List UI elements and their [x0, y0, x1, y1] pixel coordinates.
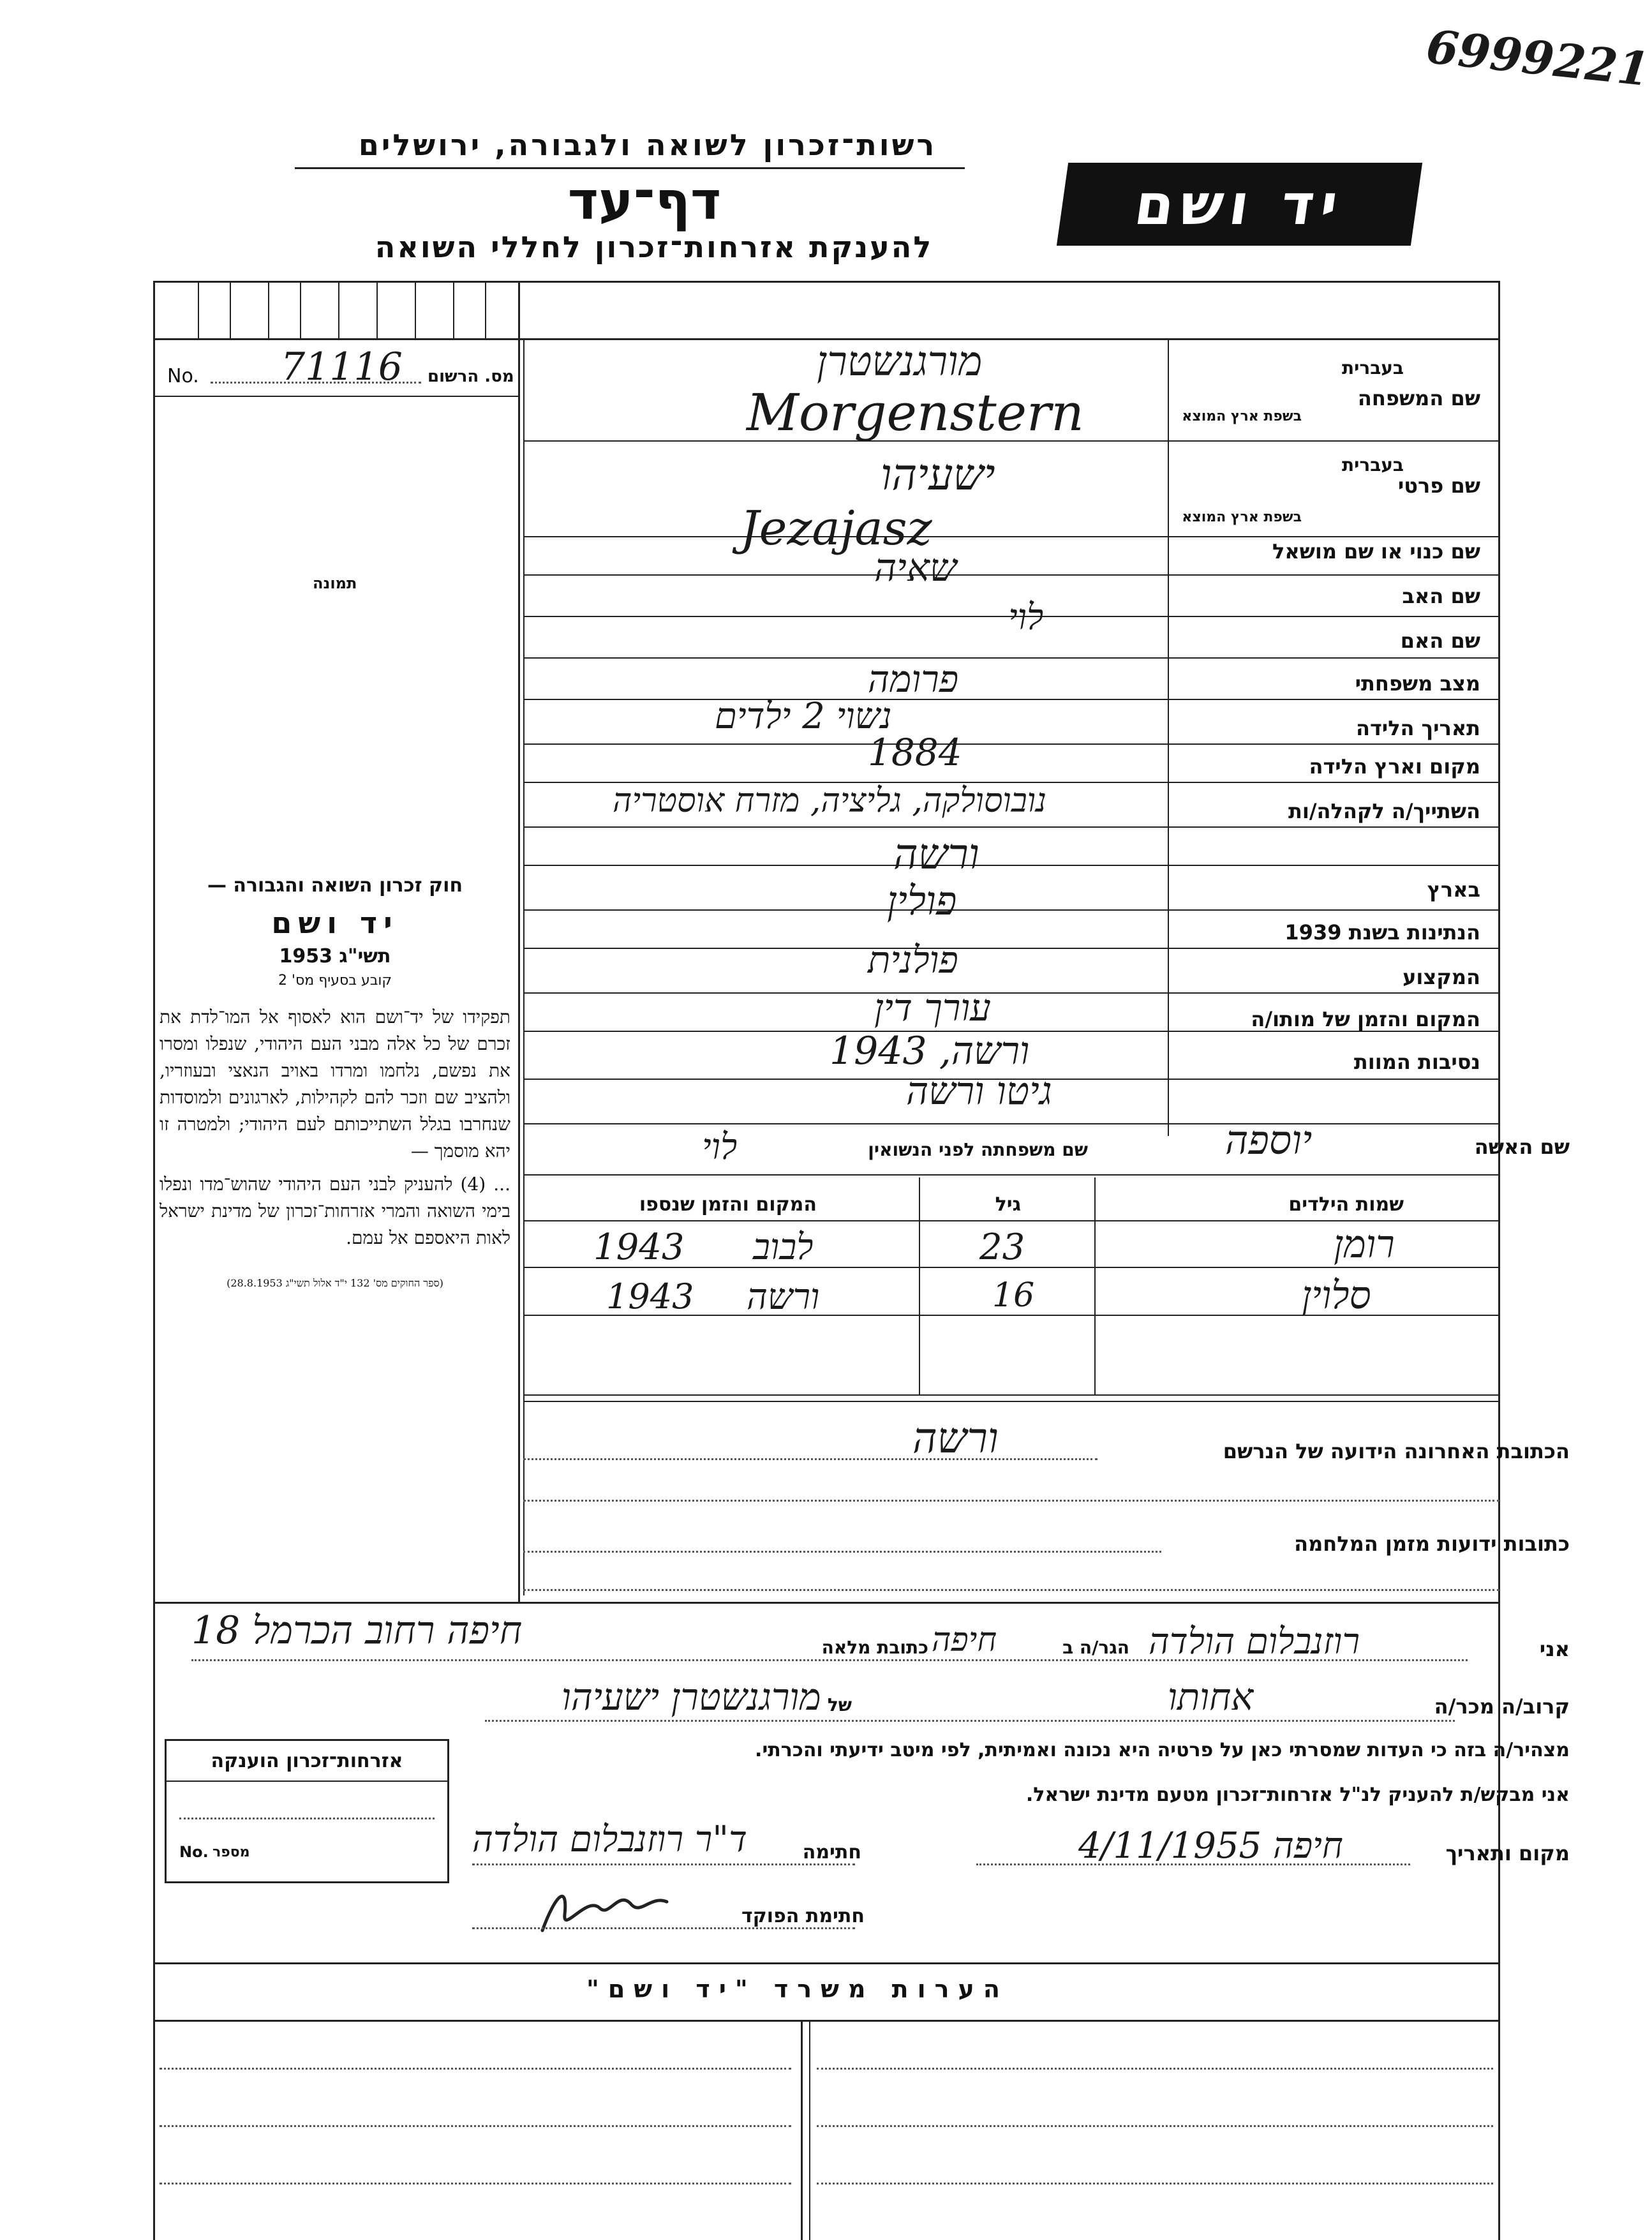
citizenship-granted-box	[165, 1739, 449, 1883]
first-name-latin-value: Jezajasz	[740, 501, 932, 556]
citizenship-value: פולנית	[868, 938, 958, 982]
decl-signature-value: ד"ר רוזנבלום הולדה	[472, 1819, 747, 1860]
row-line	[523, 1174, 1499, 1176]
tick	[376, 281, 378, 338]
dotline	[523, 1500, 1499, 1502]
dotline	[160, 2068, 791, 2070]
country-label: בארץ	[1427, 877, 1480, 902]
law-source: (ספר החוקים מס' 132 י"ד אלול תשי"ג 28.8.1953)	[227, 1277, 443, 1289]
row-line	[523, 865, 1499, 866]
marital-value: נשוי 2 ילדים	[715, 696, 892, 737]
officer-signature	[530, 1870, 689, 1946]
dotline	[976, 1863, 1410, 1865]
registration-number: 71116	[281, 345, 403, 389]
dotline	[472, 1863, 855, 1865]
death-place-label: המקום והזמן של מותו/ה	[1251, 1007, 1480, 1031]
last-address-value: ורשה	[912, 1414, 999, 1463]
child-1-age: 23	[979, 1227, 1025, 1268]
dotline	[817, 2068, 1493, 2070]
marital-label: מצב משפחתי	[1355, 671, 1480, 696]
decl-statement: מצהיר/ה בזה כי העדות שמסרתי כאן על פרטיה היא נכונה ואמיתית, לפי מיטב ידיעתי והכרתי.	[755, 1739, 1570, 1761]
mother-value: פרומה	[868, 657, 959, 701]
decl-request: אני מבקש/ת להעניק לנ"ל אזרחות־זכרון מטעם מדינת ישראל.	[1025, 1784, 1570, 1806]
family-name-label: שם המשפחה	[1357, 386, 1480, 410]
occupation-value: עורך דין	[874, 986, 992, 1029]
registration-line	[153, 396, 518, 397]
row-line	[523, 536, 1499, 537]
dotline	[523, 1458, 1098, 1460]
tick	[230, 281, 231, 338]
nickname-label: שם כנוי או שם מושאל	[1272, 539, 1480, 564]
children-col-divider	[1094, 1177, 1096, 1394]
dotline	[485, 1720, 1455, 1722]
tick	[338, 281, 339, 338]
tick	[300, 281, 301, 338]
child-2-age: 16	[992, 1276, 1035, 1315]
photo-label: תמונה	[313, 574, 357, 592]
authority-underline	[295, 167, 965, 169]
notes-col-divider	[801, 2020, 803, 2240]
frame-left	[153, 281, 155, 2240]
first-name-label: שם פרטי	[1397, 474, 1480, 498]
notes-line	[153, 2020, 1499, 2022]
family-name-latin-value: Morgenstern	[747, 383, 1084, 442]
occupation-label: המקצוע	[1403, 965, 1480, 989]
children-header-names: שמות הילדים	[1288, 1193, 1404, 1216]
office-notes-title: הערות משרד "יד ושם"	[586, 1975, 1009, 2003]
column-divider	[518, 281, 520, 1602]
maiden-name-label: שם משפחתה לפני הנשואין	[868, 1139, 1088, 1160]
citizenship-label: הנתינות בשנת 1939	[1284, 920, 1480, 945]
child-1-name: רומן	[1334, 1222, 1395, 1267]
decl-relation-value: אחותו	[1168, 1675, 1254, 1719]
archive-number: 6999221	[1424, 19, 1652, 97]
children-header-line	[523, 1220, 1499, 1221]
row-line	[523, 1123, 1499, 1124]
decl-i-label: אני	[1539, 1637, 1570, 1661]
citizenship-box-num-label: מספר	[212, 1844, 250, 1860]
death-cause-label: נסיבות המוות	[1353, 1050, 1480, 1074]
decl-of-value: מורגנשטרן ישעיהו	[562, 1675, 821, 1719]
children-bottom-line	[523, 1394, 1499, 1396]
decl-relation-label: קרוב/ה מכר/ה	[1434, 1694, 1570, 1719]
country-value: פולין	[887, 877, 957, 924]
first-name-hebrew-label: בעברית	[1341, 454, 1404, 475]
dotline	[817, 2125, 1493, 2127]
mother-label: שם האם	[1400, 629, 1480, 653]
dotline	[191, 1659, 1468, 1661]
first-name-origin-label: בשפת ארץ המוצא	[1182, 509, 1302, 525]
decl-address-value: חיפה רחוב הכרמל 18	[191, 1608, 523, 1653]
family-name-hebrew-value: מורגנשטרן	[817, 338, 983, 385]
registration-no-label: No.	[167, 365, 199, 387]
tick	[415, 281, 416, 338]
decl-i-value: רוזנבלום הולדה	[1149, 1621, 1360, 1662]
yad-vashem-logo	[1057, 163, 1422, 246]
dotline	[160, 2183, 791, 2184]
registration-label: מס. הרשום	[428, 367, 514, 386]
row-line	[523, 909, 1499, 911]
citizenship-box-no-label: No.	[179, 1843, 209, 1861]
children-col-divider	[919, 1177, 920, 1394]
last-address-label: הכתובת האחרונה הידועה של הנרשם	[1223, 1439, 1570, 1463]
logo-text: יד ושם	[1131, 171, 1348, 237]
death-place-value: ורשה, 1943	[830, 1029, 1030, 1073]
row-line	[523, 699, 1499, 700]
row-line	[523, 948, 1499, 949]
address-top-line	[523, 1401, 1499, 1402]
nickname-value: שאיה	[874, 546, 957, 590]
decl-resident-value: חיפה	[932, 1621, 997, 1659]
children-header-age: גיל	[995, 1193, 1021, 1216]
tick	[198, 281, 199, 338]
row-line	[523, 826, 1499, 828]
birth-date-value: 1884	[868, 731, 962, 774]
birth-place-label: מקום וארץ הלידה	[1309, 754, 1480, 779]
wife-value: יוספה	[1225, 1117, 1313, 1163]
notes-col-divider	[809, 2020, 810, 2240]
decl-resident-label: הגר/ה ב	[1062, 1637, 1129, 1658]
father-label: שם האב	[1402, 584, 1480, 608]
dotline	[179, 1818, 435, 1819]
child-2-place: ורשה	[747, 1276, 820, 1318]
law-title: חוק זכרון השואה והגבורה —	[207, 874, 463, 897]
family-name-hebrew-label: בעברית	[1341, 357, 1404, 378]
officer-signature-label: חתימת הפוקד	[741, 1905, 865, 1927]
law-block	[160, 874, 510, 1290]
row-line	[523, 574, 1499, 576]
frame-top	[153, 281, 1499, 283]
war-addresses-label: כתובות ידועות מזמן המלחמה	[1294, 1532, 1570, 1556]
decl-address-label: כתובת מלאה	[821, 1637, 928, 1658]
decl-signature-label: חתימה	[802, 1841, 861, 1863]
form-subtitle: להענקת אזרחות־זכרון לחללי השואה	[375, 230, 934, 264]
authority-line: רשות־זכרון לשואה ולגבורה, ירושלים	[358, 128, 937, 162]
death-cause-value: גיטו ורשה	[906, 1069, 1052, 1114]
family-name-origin-label: בשפת ארץ המוצא	[1182, 408, 1302, 424]
law-clause: קובע בסעיף מס' 2	[278, 973, 392, 989]
decl-place-date-label: מקום ותאריך	[1445, 1841, 1570, 1865]
label-column-divider	[1168, 338, 1169, 1136]
form-title: דף־עד	[567, 171, 722, 232]
row-line	[523, 743, 1499, 745]
row-line	[523, 992, 1499, 994]
main-inner-left	[523, 338, 525, 1595]
dotline	[523, 1589, 1499, 1591]
row-line	[523, 657, 1499, 659]
birth-place-value: נובוסולקה, גליציה, מזרח אוסטריה	[613, 782, 1046, 820]
law-body: תפקידו של יד־ושם הוא לאסוף אל המו־לדת את זכרם של כל אלה מבני העם היהודי, שנפלו ומסרו את נפשם, נלחמו ומרדו באויב הנאצי ובעוזריו, ולהציב שם וזכר להם לקהילות, לארגונים ולמוסדות שנחרבו בגלל השתייכותם לעם היהודי; ולמטרה זו יהא מוסמך —	[160, 1006, 510, 1161]
tick	[453, 281, 454, 338]
dotline	[817, 2183, 1493, 2184]
child-1-year: 1943	[593, 1227, 685, 1268]
maiden-name-value: לוי	[702, 1126, 738, 1168]
tick	[268, 281, 269, 338]
community-label: השתייך/ה לקהלה/ות	[1288, 799, 1480, 823]
child-2-name: סלוין	[1302, 1273, 1371, 1318]
decl-of-label: של	[827, 1694, 852, 1715]
child-2-year: 1943	[606, 1276, 694, 1317]
first-name-hebrew-value: ישעיהו	[881, 450, 995, 500]
tick	[485, 281, 486, 338]
dotline	[472, 1927, 855, 1929]
dotline	[160, 2125, 791, 2127]
community-value: ורשה	[893, 830, 979, 879]
birth-date-label: תאריך הלידה	[1355, 716, 1480, 740]
child-1-place: לבוב	[753, 1227, 814, 1268]
father-value: לוי	[1008, 597, 1044, 638]
notes-top-line	[153, 1962, 1499, 1964]
law-item-4: ... (4) להעניק לבני העם היהודי שהוש־מדו ונפלו בימי השואה והמרי אזרחות־זכרון של מדינת ישראל לאות היאספם אל עמם.	[160, 1174, 510, 1248]
section-line	[153, 1602, 1499, 1604]
children-header-place: המקום והזמן שנספו	[639, 1193, 817, 1216]
law-name: יד ושם	[271, 906, 399, 940]
law-year: תשי"ג 1953	[279, 945, 391, 967]
citizenship-box-title: אזרחות־זכרון הוענקה	[211, 1750, 403, 1772]
wife-label: שם האשה	[1474, 1135, 1570, 1159]
decl-place-date-value: חיפה 4/11/1955	[1078, 1825, 1343, 1867]
dotline	[523, 1551, 1161, 1553]
